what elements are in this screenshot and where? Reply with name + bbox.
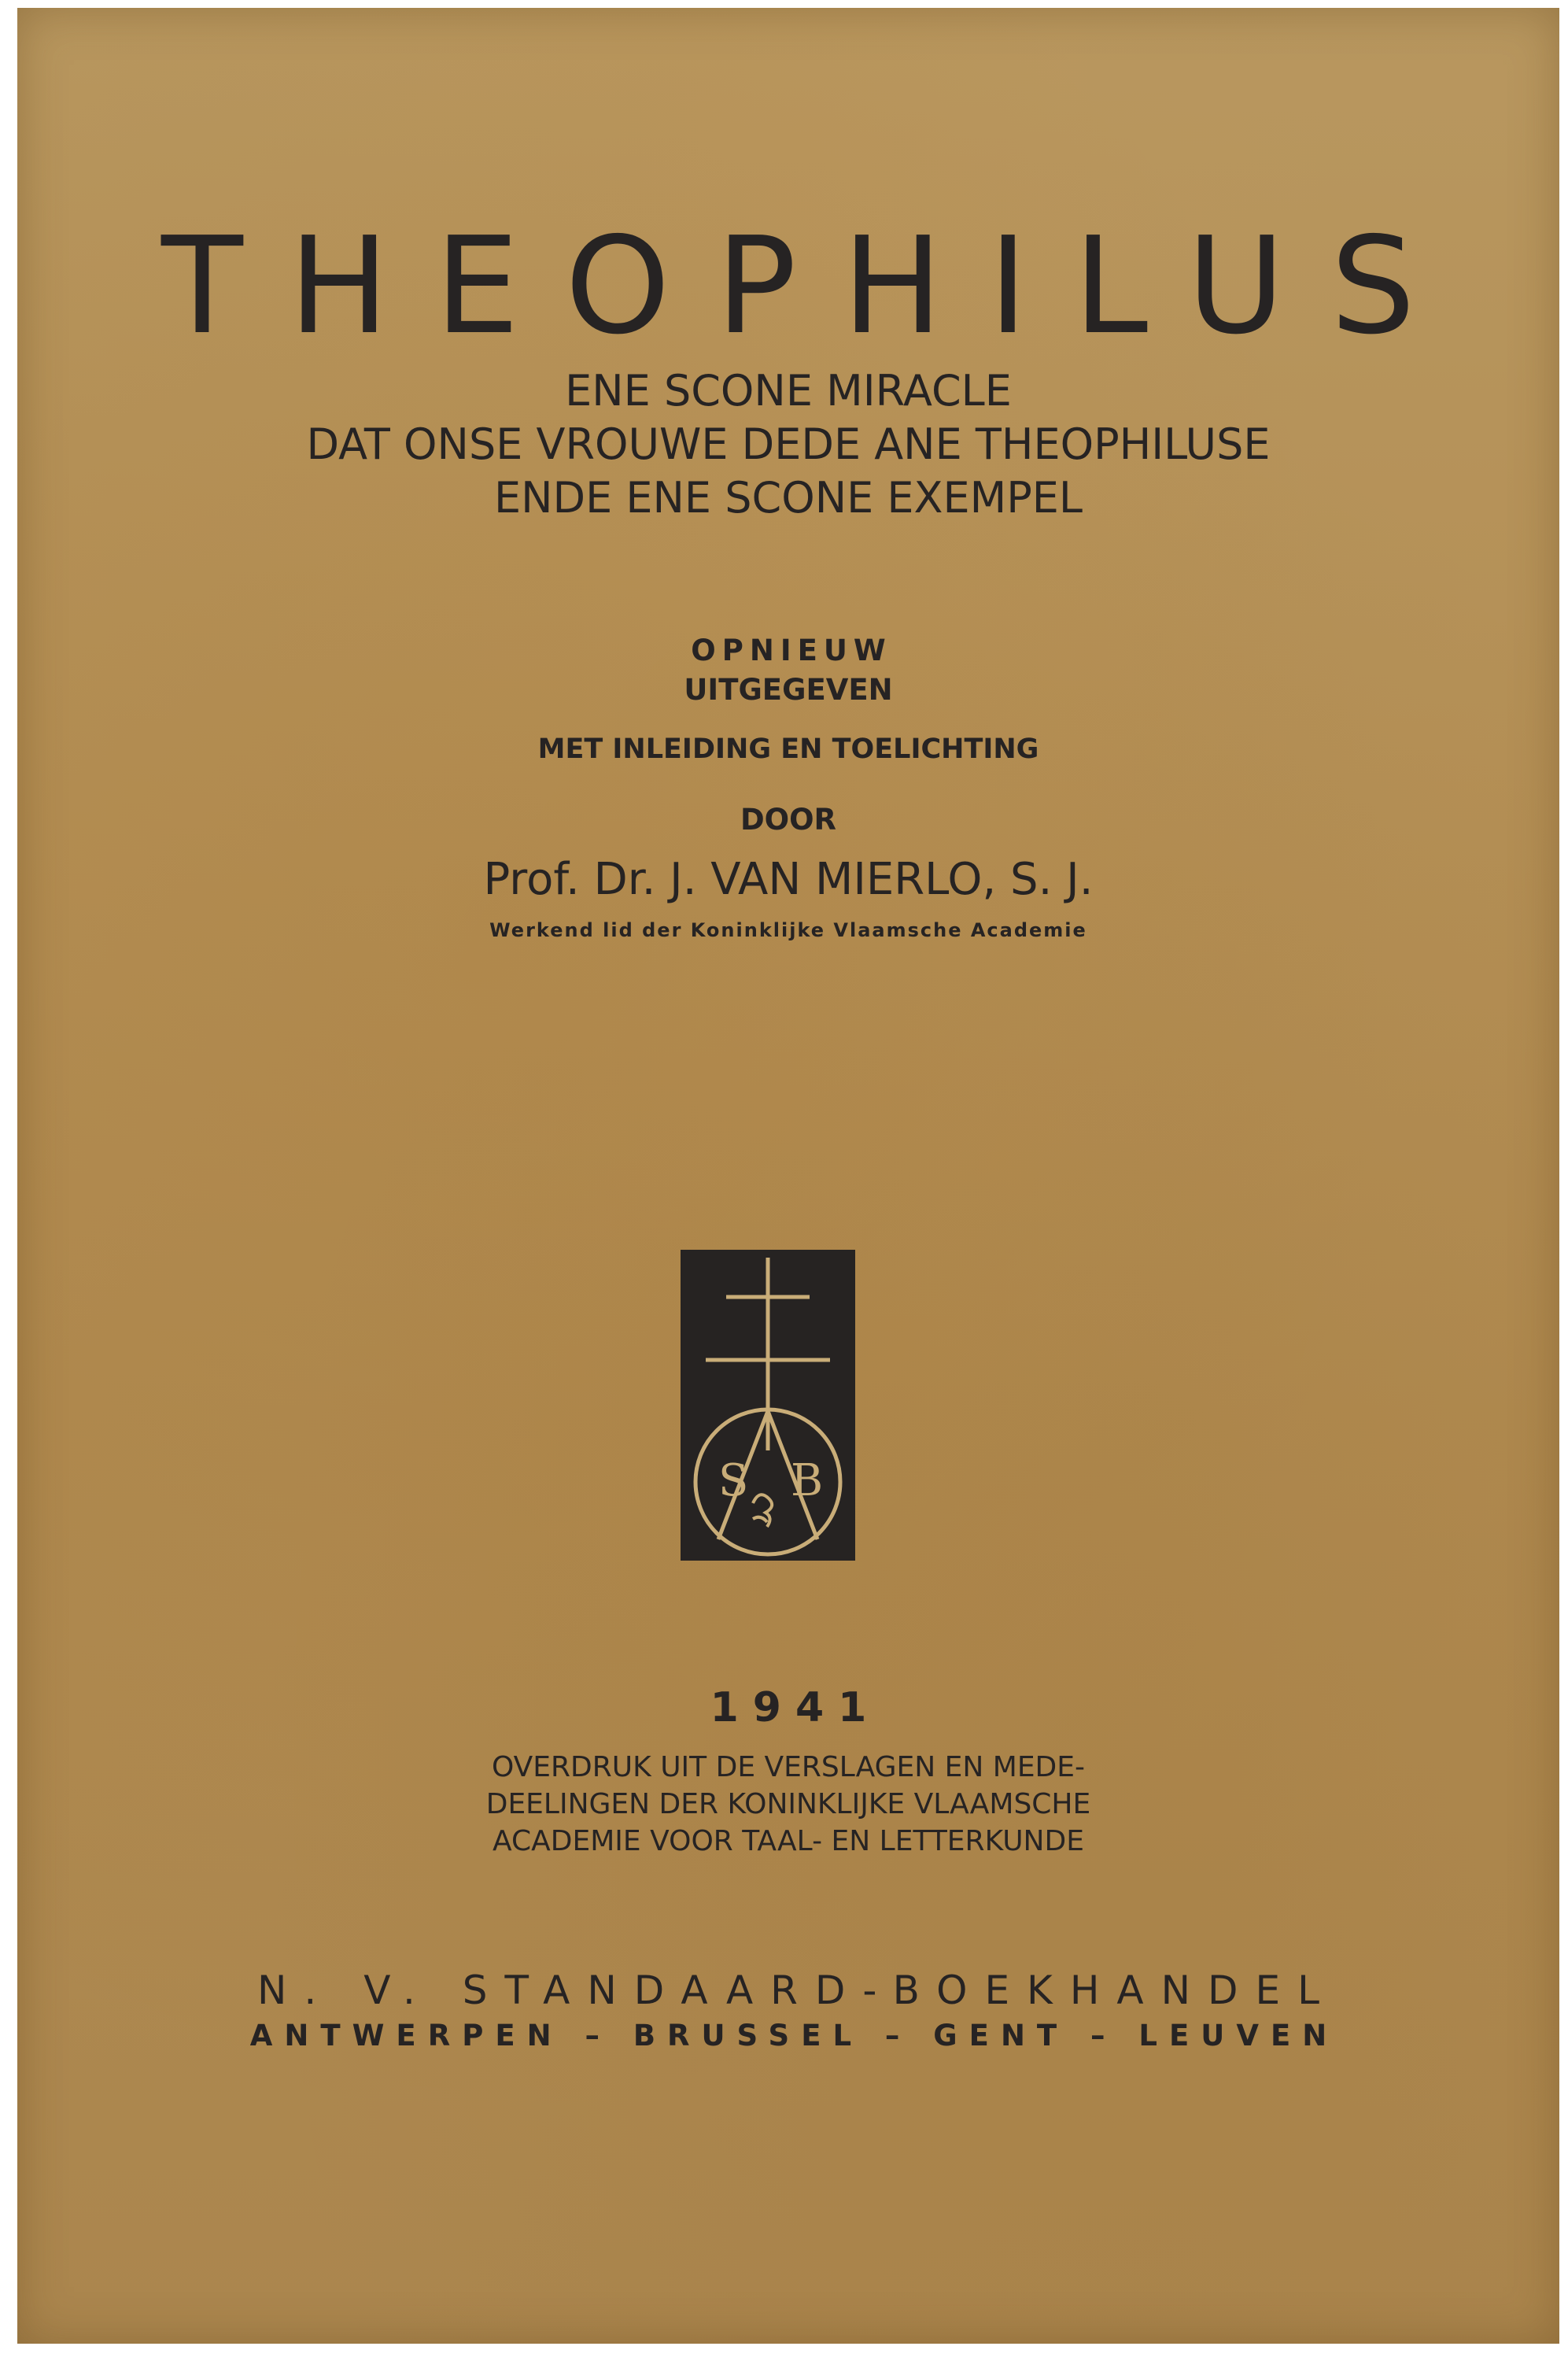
publication-year: 1941 xyxy=(710,1684,881,1731)
offprint-line-3: ACADEMIE VOOR TAAL- EN LETTERKUNDE xyxy=(493,1825,1084,1857)
book-title: THEOPHILUS xyxy=(161,209,1461,364)
author-affiliation: Werkend lid der Koninklijke Vlaamsche Academie xyxy=(489,919,1087,941)
author-name: Prof. Dr. J. VAN MIERLO, S. J. xyxy=(483,854,1094,905)
by-line: DOOR xyxy=(740,803,837,837)
edition-line-1: OPNIEUW xyxy=(691,634,892,667)
subtitle-line-2: DAT ONSE VROUWE DEDE ANE THEOPHILUSE xyxy=(306,419,1271,469)
book-cover xyxy=(17,8,1559,2344)
publisher-name: N. V. STANDAARD-BOEKHANDEL xyxy=(257,1968,1337,2013)
offprint-line-1: OVERDRUK UIT DE VERSLAGEN EN MEDE- xyxy=(491,1751,1086,1783)
commentary-line: MET INLEIDING EN TOELICHTING xyxy=(537,733,1039,765)
subtitle-line-1: ENE SCONE MIRACLE xyxy=(565,366,1012,416)
edition-line-2: UITGEGEVEN xyxy=(684,673,893,707)
publisher-cities: ANTWERPEN – BRUSSEL – GENT – LEUVEN xyxy=(249,2019,1339,2052)
emblem-letter-right: B xyxy=(791,1455,824,1506)
offprint-line-2: DEELINGEN DER KONINKLIJKE VLAAMSCHE xyxy=(485,1788,1091,1820)
subtitle-line-3: ENDE ENE SCONE EXEMPEL xyxy=(494,473,1083,523)
emblem-letter-left: S xyxy=(718,1455,749,1506)
publisher-emblem-icon xyxy=(681,1250,855,1561)
